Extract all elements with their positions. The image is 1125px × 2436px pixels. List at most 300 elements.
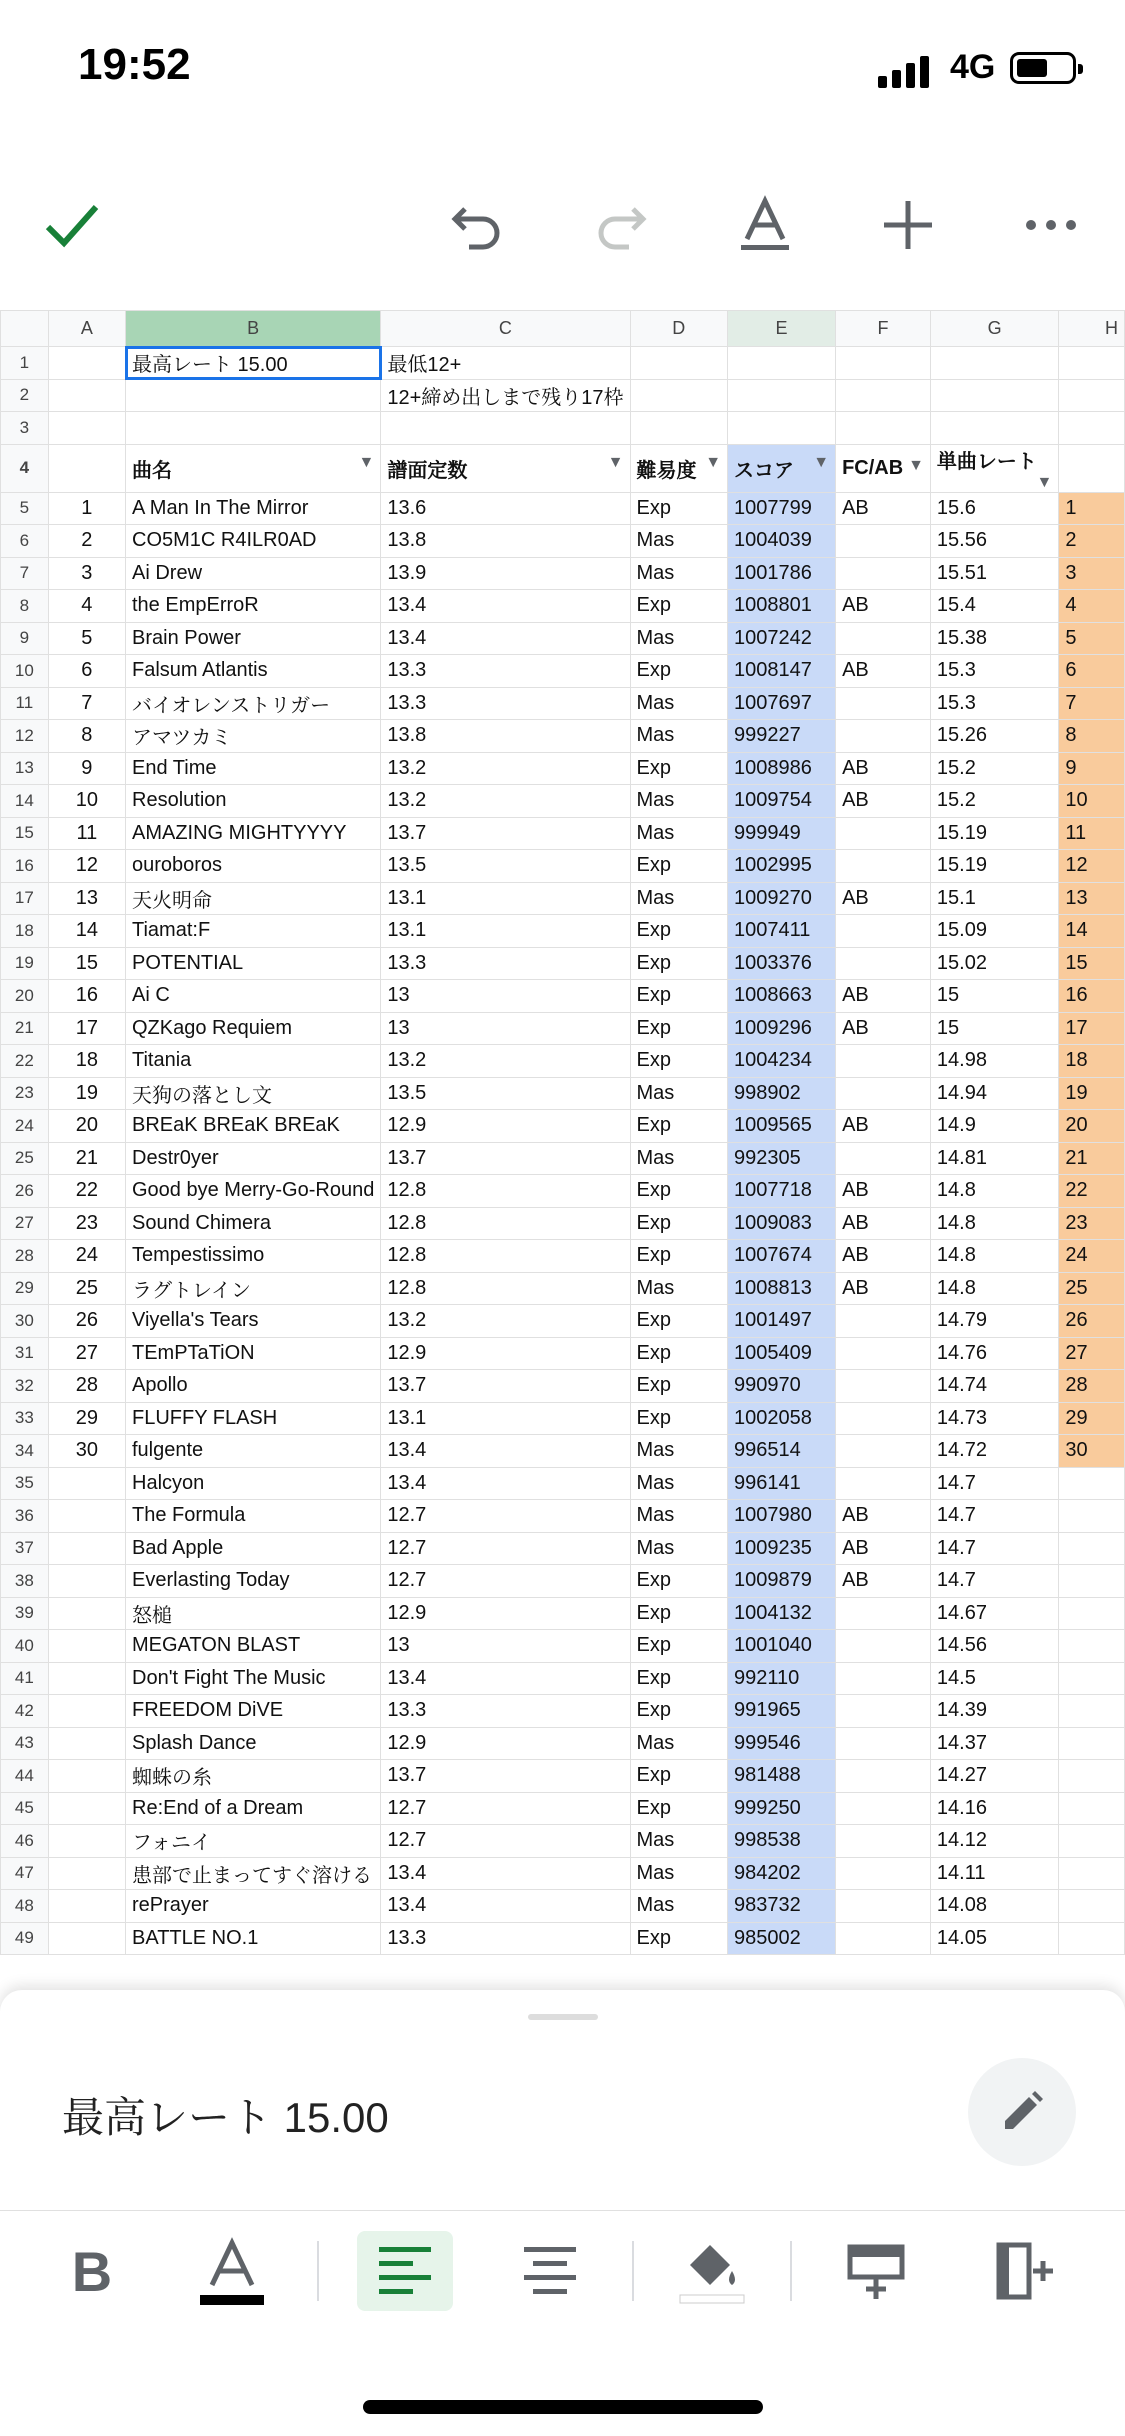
difficulty-cell[interactable]: Exp xyxy=(630,1565,728,1598)
chart-constant-cell[interactable]: 13.3 xyxy=(381,1922,630,1955)
difficulty-cell[interactable]: Exp xyxy=(630,752,728,785)
rank-cell[interactable]: 12 xyxy=(48,850,125,883)
single-rate-cell[interactable]: 14.37 xyxy=(930,1727,1058,1760)
chart-constant-cell[interactable]: 13.7 xyxy=(381,1370,630,1403)
chart-constant-cell[interactable]: 13.8 xyxy=(381,720,630,753)
fcab-cell[interactable] xyxy=(836,817,931,850)
fcab-cell[interactable] xyxy=(836,1597,931,1630)
chart-constant-cell[interactable]: 13.4 xyxy=(381,590,630,623)
fcab-cell[interactable]: AB xyxy=(836,980,931,1013)
row-header[interactable]: 45 xyxy=(1,1792,49,1825)
difficulty-cell[interactable]: Exp xyxy=(630,1175,728,1208)
difficulty-cell[interactable]: Mas xyxy=(630,1890,728,1923)
row-header[interactable]: 17 xyxy=(1,882,49,915)
single-rate-cell[interactable]: 15.02 xyxy=(930,947,1058,980)
rank-h-cell[interactable]: 22 xyxy=(1059,1175,1125,1208)
row-header[interactable]: 36 xyxy=(1,1500,49,1533)
rank-cell[interactable]: 2 xyxy=(48,525,125,558)
rank-cell[interactable]: 13 xyxy=(48,882,125,915)
chart-constant-cell[interactable]: 13.5 xyxy=(381,1077,630,1110)
chart-constant-cell[interactable]: 13.7 xyxy=(381,1142,630,1175)
difficulty-cell[interactable]: Exp xyxy=(630,1695,728,1728)
rank-h-cell[interactable] xyxy=(1059,1760,1125,1793)
rank-h-cell[interactable] xyxy=(1059,1500,1125,1533)
row-header[interactable]: 6 xyxy=(1,525,49,558)
column-header-d[interactable]: D xyxy=(630,311,728,347)
difficulty-cell[interactable]: Mas xyxy=(630,1857,728,1890)
fcab-cell[interactable]: AB xyxy=(836,882,931,915)
difficulty-cell[interactable]: Mas xyxy=(630,882,728,915)
rank-h-cell[interactable]: 16 xyxy=(1059,980,1125,1013)
chart-constant-cell[interactable]: 13.3 xyxy=(381,687,630,720)
rank-cell[interactable] xyxy=(48,1922,125,1955)
song-name-cell[interactable]: Brain Power xyxy=(126,622,381,655)
score-cell[interactable]: 985002 xyxy=(728,1922,836,1955)
cell[interactable] xyxy=(48,412,125,445)
fcab-cell[interactable] xyxy=(836,1077,931,1110)
row-header[interactable]: 8 xyxy=(1,590,49,623)
rank-h-cell[interactable]: 3 xyxy=(1059,557,1125,590)
score-cell[interactable]: 992305 xyxy=(728,1142,836,1175)
row-header[interactable]: 42 xyxy=(1,1695,49,1728)
rank-h-cell[interactable]: 21 xyxy=(1059,1142,1125,1175)
rank-cell[interactable]: 17 xyxy=(48,1012,125,1045)
cell[interactable] xyxy=(630,412,728,445)
score-cell[interactable]: 1008986 xyxy=(728,752,836,785)
single-rate-cell[interactable]: 14.16 xyxy=(930,1792,1058,1825)
rank-cell[interactable] xyxy=(48,1565,125,1598)
fcab-cell[interactable] xyxy=(836,1045,931,1078)
row-header[interactable]: 22 xyxy=(1,1045,49,1078)
filter-icon[interactable]: ▼ xyxy=(1036,473,1053,491)
row-header[interactable]: 9 xyxy=(1,622,49,655)
rank-cell[interactable] xyxy=(48,1467,125,1500)
rank-cell[interactable] xyxy=(48,1792,125,1825)
score-cell[interactable]: 1008663 xyxy=(728,980,836,1013)
cell[interactable] xyxy=(381,412,630,445)
score-cell[interactable]: 1009235 xyxy=(728,1532,836,1565)
chart-constant-cell[interactable]: 13.6 xyxy=(381,492,630,525)
chart-constant-cell[interactable]: 12.9 xyxy=(381,1597,630,1630)
score-cell[interactable]: 1001040 xyxy=(728,1630,836,1663)
song-name-cell[interactable]: Resolution xyxy=(126,785,381,818)
row-header[interactable]: 20 xyxy=(1,980,49,1013)
single-rate-cell[interactable]: 14.7 xyxy=(930,1532,1058,1565)
chart-constant-cell[interactable]: 12.7 xyxy=(381,1565,630,1598)
difficulty-cell[interactable]: Mas xyxy=(630,1727,728,1760)
song-name-cell[interactable]: Tempestissimo xyxy=(126,1240,381,1273)
row-header[interactable]: 2 xyxy=(1,379,49,412)
single-rate-cell[interactable]: 14.08 xyxy=(930,1890,1058,1923)
chart-constant-cell[interactable]: 12.9 xyxy=(381,1337,630,1370)
rank-h-cell[interactable] xyxy=(1059,1890,1125,1923)
single-rate-cell[interactable]: 14.79 xyxy=(930,1305,1058,1338)
score-cell[interactable]: 1001497 xyxy=(728,1305,836,1338)
song-name-cell[interactable]: アマツカミ xyxy=(126,720,381,753)
cell[interactable] xyxy=(48,347,125,380)
rank-cell[interactable]: 25 xyxy=(48,1272,125,1305)
single-rate-cell[interactable]: 14.74 xyxy=(930,1370,1058,1403)
rank-h-cell[interactable]: 11 xyxy=(1059,817,1125,850)
rank-cell[interactable]: 4 xyxy=(48,590,125,623)
cell-c2[interactable]: 12+締め出しまで残り17枠 xyxy=(381,379,630,412)
rank-cell[interactable]: 9 xyxy=(48,752,125,785)
cell[interactable] xyxy=(930,347,1058,380)
rank-cell[interactable]: 27 xyxy=(48,1337,125,1370)
difficulty-cell[interactable]: Mas xyxy=(630,525,728,558)
home-indicator[interactable] xyxy=(363,2400,763,2414)
chart-constant-cell[interactable]: 13.7 xyxy=(381,1760,630,1793)
difficulty-cell[interactable]: Mas xyxy=(630,1500,728,1533)
insert-row-icon[interactable] xyxy=(836,2211,916,2331)
rank-cell[interactable]: 5 xyxy=(48,622,125,655)
difficulty-cell[interactable]: Exp xyxy=(630,1012,728,1045)
score-cell[interactable]: 1007718 xyxy=(728,1175,836,1208)
score-cell[interactable]: 1009270 xyxy=(728,882,836,915)
rank-h-cell[interactable]: 30 xyxy=(1059,1435,1125,1468)
header-song-name[interactable] xyxy=(126,444,381,492)
difficulty-cell[interactable]: Mas xyxy=(630,1435,728,1468)
row-header[interactable]: 11 xyxy=(1,687,49,720)
chart-constant-cell[interactable]: 12.7 xyxy=(381,1500,630,1533)
single-rate-cell[interactable]: 14.76 xyxy=(930,1337,1058,1370)
score-cell[interactable]: 999949 xyxy=(728,817,836,850)
column-header-a[interactable]: A xyxy=(48,311,125,347)
rank-h-cell[interactable]: 28 xyxy=(1059,1370,1125,1403)
undo-icon[interactable] xyxy=(437,175,517,275)
fcab-cell[interactable] xyxy=(836,1890,931,1923)
song-name-cell[interactable]: AMAZING MIGHTYYYY xyxy=(126,817,381,850)
chart-constant-cell[interactable]: 13.4 xyxy=(381,1890,630,1923)
difficulty-cell[interactable]: Exp xyxy=(630,1110,728,1143)
rank-cell[interactable] xyxy=(48,1760,125,1793)
rank-h-cell[interactable] xyxy=(1059,1467,1125,1500)
difficulty-cell[interactable]: Mas xyxy=(630,1077,728,1110)
row-header[interactable]: 1 xyxy=(1,347,49,380)
chart-constant-cell[interactable]: 12.7 xyxy=(381,1532,630,1565)
cell[interactable] xyxy=(48,379,125,412)
row-header[interactable]: 37 xyxy=(1,1532,49,1565)
score-cell[interactable]: 983732 xyxy=(728,1890,836,1923)
rank-h-cell[interactable]: 18 xyxy=(1059,1045,1125,1078)
row-header[interactable]: 15 xyxy=(1,817,49,850)
fcab-cell[interactable] xyxy=(836,947,931,980)
column-header-g[interactable]: G xyxy=(930,311,1058,347)
cell[interactable] xyxy=(728,347,836,380)
rank-cell[interactable] xyxy=(48,1825,125,1858)
single-rate-cell[interactable]: 14.67 xyxy=(930,1597,1058,1630)
single-rate-cell[interactable]: 15.19 xyxy=(930,850,1058,883)
score-cell[interactable]: 1008801 xyxy=(728,590,836,623)
row-header[interactable]: 38 xyxy=(1,1565,49,1598)
single-rate-cell[interactable]: 15.19 xyxy=(930,817,1058,850)
song-name-cell[interactable]: BREaK BREaK BREaK xyxy=(126,1110,381,1143)
fcab-cell[interactable] xyxy=(836,1337,931,1370)
row-header[interactable]: 41 xyxy=(1,1662,49,1695)
row-header[interactable]: 47 xyxy=(1,1857,49,1890)
song-name-cell[interactable]: POTENTIAL xyxy=(126,947,381,980)
single-rate-cell[interactable]: 15.38 xyxy=(930,622,1058,655)
difficulty-cell[interactable]: Exp xyxy=(630,1630,728,1663)
single-rate-cell[interactable]: 15.6 xyxy=(930,492,1058,525)
song-name-cell[interactable]: Apollo xyxy=(126,1370,381,1403)
rank-h-cell[interactable]: 29 xyxy=(1059,1402,1125,1435)
fcab-cell[interactable] xyxy=(836,1305,931,1338)
rank-cell[interactable] xyxy=(48,1662,125,1695)
single-rate-cell[interactable]: 15.26 xyxy=(930,720,1058,753)
rank-cell[interactable]: 8 xyxy=(48,720,125,753)
rank-h-cell[interactable]: 17 xyxy=(1059,1012,1125,1045)
difficulty-cell[interactable]: Exp xyxy=(630,1760,728,1793)
filter-icon[interactable]: ▼ xyxy=(705,453,722,471)
cell[interactable] xyxy=(836,347,931,380)
score-cell[interactable]: 981488 xyxy=(728,1760,836,1793)
fcab-cell[interactable]: AB xyxy=(836,785,931,818)
row-header[interactable]: 19 xyxy=(1,947,49,980)
row-header[interactable]: 26 xyxy=(1,1175,49,1208)
fcab-cell[interactable] xyxy=(836,1467,931,1500)
chart-constant-cell[interactable]: 13.2 xyxy=(381,1305,630,1338)
difficulty-cell[interactable]: Exp xyxy=(630,947,728,980)
song-name-cell[interactable]: CO5M1C R4ILR0AD xyxy=(126,525,381,558)
score-cell[interactable]: 1007799 xyxy=(728,492,836,525)
score-cell[interactable]: 1001786 xyxy=(728,557,836,590)
row-header[interactable]: 16 xyxy=(1,850,49,883)
difficulty-cell[interactable]: Mas xyxy=(630,785,728,818)
chart-constant-cell[interactable]: 13.4 xyxy=(381,622,630,655)
song-name-cell[interactable]: End Time xyxy=(126,752,381,785)
song-name-cell[interactable]: Halcyon xyxy=(126,1467,381,1500)
chart-constant-cell[interactable]: 13.2 xyxy=(381,785,630,818)
difficulty-cell[interactable]: Exp xyxy=(630,1240,728,1273)
difficulty-cell[interactable]: Exp xyxy=(630,1370,728,1403)
header-chart-constant[interactable] xyxy=(381,444,630,492)
song-name-cell[interactable]: FREEDOM DiVE xyxy=(126,1695,381,1728)
rank-cell[interactable]: 16 xyxy=(48,980,125,1013)
header-fcab[interactable] xyxy=(836,444,931,492)
rank-h-cell[interactable] xyxy=(1059,1597,1125,1630)
row-header[interactable]: 14 xyxy=(1,785,49,818)
row-header[interactable]: 4 xyxy=(1,444,49,492)
difficulty-cell[interactable]: Exp xyxy=(630,1402,728,1435)
fcab-cell[interactable]: AB xyxy=(836,655,931,688)
rank-h-cell[interactable]: 7 xyxy=(1059,687,1125,720)
cell[interactable] xyxy=(728,379,836,412)
difficulty-cell[interactable]: Mas xyxy=(630,622,728,655)
fcab-cell[interactable]: AB xyxy=(836,1110,931,1143)
row-header[interactable]: 39 xyxy=(1,1597,49,1630)
rank-h-cell[interactable]: 5 xyxy=(1059,622,1125,655)
rank-h-cell[interactable] xyxy=(1059,1727,1125,1760)
align-left-icon[interactable] xyxy=(357,2231,453,2311)
score-cell[interactable]: 999250 xyxy=(728,1792,836,1825)
chart-constant-cell[interactable]: 13.9 xyxy=(381,557,630,590)
fcab-cell[interactable] xyxy=(836,1760,931,1793)
fcab-cell[interactable]: AB xyxy=(836,752,931,785)
edit-button[interactable] xyxy=(968,2058,1076,2166)
rank-cell[interactable] xyxy=(48,1630,125,1663)
fcab-cell[interactable] xyxy=(836,850,931,883)
single-rate-cell[interactable]: 15.1 xyxy=(930,882,1058,915)
row-header[interactable]: 35 xyxy=(1,1467,49,1500)
chart-constant-cell[interactable]: 12.7 xyxy=(381,1825,630,1858)
rank-h-cell[interactable] xyxy=(1059,1532,1125,1565)
header-difficulty[interactable] xyxy=(630,444,728,492)
rank-h-cell[interactable] xyxy=(1059,1857,1125,1890)
difficulty-cell[interactable]: Exp xyxy=(630,1792,728,1825)
song-name-cell[interactable]: ouroboros xyxy=(126,850,381,883)
rank-cell[interactable] xyxy=(48,1532,125,1565)
rank-h-cell[interactable]: 26 xyxy=(1059,1305,1125,1338)
chart-constant-cell[interactable]: 12.9 xyxy=(381,1727,630,1760)
rank-cell[interactable]: 23 xyxy=(48,1207,125,1240)
single-rate-cell[interactable]: 14.94 xyxy=(930,1077,1058,1110)
single-rate-cell[interactable]: 14.7 xyxy=(930,1565,1058,1598)
row-header[interactable]: 48 xyxy=(1,1890,49,1923)
bold-icon[interactable]: B xyxy=(71,2239,113,2303)
cell[interactable] xyxy=(1059,412,1125,445)
cell[interactable] xyxy=(126,379,381,412)
rank-h-cell[interactable]: 8 xyxy=(1059,720,1125,753)
fcab-cell[interactable]: AB xyxy=(836,492,931,525)
song-name-cell[interactable]: rePrayer xyxy=(126,1890,381,1923)
difficulty-cell[interactable]: Mas xyxy=(630,1825,728,1858)
single-rate-cell[interactable]: 14.8 xyxy=(930,1272,1058,1305)
column-header-c[interactable]: C xyxy=(381,311,630,347)
column-header-e[interactable]: E xyxy=(728,311,836,347)
score-cell[interactable]: 999546 xyxy=(728,1727,836,1760)
rank-cell[interactable]: 1 xyxy=(48,492,125,525)
fcab-cell[interactable] xyxy=(836,1727,931,1760)
header-single-rate[interactable] xyxy=(930,444,1058,492)
difficulty-cell[interactable]: Exp xyxy=(630,1207,728,1240)
difficulty-cell[interactable]: Exp xyxy=(630,1597,728,1630)
rank-cell[interactable]: 24 xyxy=(48,1240,125,1273)
score-cell[interactable]: 1004039 xyxy=(728,525,836,558)
rank-cell[interactable]: 7 xyxy=(48,687,125,720)
single-rate-cell[interactable]: 14.8 xyxy=(930,1175,1058,1208)
rank-h-cell[interactable]: 4 xyxy=(1059,590,1125,623)
fcab-cell[interactable] xyxy=(836,1662,931,1695)
rank-h-cell[interactable]: 6 xyxy=(1059,655,1125,688)
filter-icon[interactable]: ▼ xyxy=(908,456,924,474)
chart-constant-cell[interactable]: 13.2 xyxy=(381,1045,630,1078)
row-header[interactable]: 30 xyxy=(1,1305,49,1338)
column-header-f[interactable]: F xyxy=(836,311,931,347)
chart-constant-cell[interactable]: 13.1 xyxy=(381,1402,630,1435)
fcab-cell[interactable] xyxy=(836,1402,931,1435)
song-name-cell[interactable]: A Man In The Mirror xyxy=(126,492,381,525)
song-name-cell[interactable]: Ai C xyxy=(126,980,381,1013)
song-name-cell[interactable]: フォニイ xyxy=(126,1825,381,1858)
difficulty-cell[interactable]: Exp xyxy=(630,1662,728,1695)
score-cell[interactable]: 1002058 xyxy=(728,1402,836,1435)
rank-cell[interactable] xyxy=(48,1890,125,1923)
rank-cell[interactable]: 28 xyxy=(48,1370,125,1403)
align-center-icon[interactable] xyxy=(510,2211,590,2331)
chart-constant-cell[interactable]: 12.8 xyxy=(381,1240,630,1273)
song-name-cell[interactable]: 天火明命 xyxy=(126,882,381,915)
chart-constant-cell[interactable]: 13.4 xyxy=(381,1662,630,1695)
row-header[interactable]: 13 xyxy=(1,752,49,785)
single-rate-cell[interactable]: 14.05 xyxy=(930,1922,1058,1955)
single-rate-cell[interactable]: 14.8 xyxy=(930,1207,1058,1240)
chart-constant-cell[interactable]: 13.3 xyxy=(381,655,630,688)
add-icon[interactable] xyxy=(868,175,948,275)
fcab-cell[interactable] xyxy=(836,1630,931,1663)
fcab-cell[interactable] xyxy=(836,1370,931,1403)
row-header[interactable]: 24 xyxy=(1,1110,49,1143)
rank-cell[interactable] xyxy=(48,1695,125,1728)
fcab-cell[interactable] xyxy=(836,1922,931,1955)
chart-constant-cell[interactable]: 13.1 xyxy=(381,882,630,915)
rank-h-cell[interactable] xyxy=(1059,1662,1125,1695)
cell-b1[interactable]: 最高レート 15.00 xyxy=(126,347,381,380)
filter-icon[interactable]: ▼ xyxy=(813,453,830,471)
filter-icon[interactable]: ▼ xyxy=(358,453,375,471)
song-name-cell[interactable]: Tiamat:F xyxy=(126,915,381,948)
song-name-cell[interactable]: BATTLE NO.1 xyxy=(126,1922,381,1955)
song-name-cell[interactable]: Everlasting Today xyxy=(126,1565,381,1598)
rank-h-cell[interactable] xyxy=(1059,1825,1125,1858)
chart-constant-cell[interactable]: 12.7 xyxy=(381,1792,630,1825)
row-header[interactable]: 5 xyxy=(1,492,49,525)
single-rate-cell[interactable]: 14.73 xyxy=(930,1402,1058,1435)
single-rate-cell[interactable]: 14.39 xyxy=(930,1695,1058,1728)
score-cell[interactable]: 1004132 xyxy=(728,1597,836,1630)
rank-h-cell[interactable]: 1 xyxy=(1059,492,1125,525)
song-name-cell[interactable]: Bad Apple xyxy=(126,1532,381,1565)
cell[interactable] xyxy=(126,412,381,445)
song-name-cell[interactable]: QZKago Requiem xyxy=(126,1012,381,1045)
check-icon[interactable] xyxy=(32,175,112,275)
rank-cell[interactable] xyxy=(48,1857,125,1890)
fill-color-icon[interactable] xyxy=(672,2211,752,2331)
rank-h-cell[interactable]: 15 xyxy=(1059,947,1125,980)
difficulty-cell[interactable]: Exp xyxy=(630,492,728,525)
row-header[interactable]: 40 xyxy=(1,1630,49,1663)
single-rate-cell[interactable]: 15.56 xyxy=(930,525,1058,558)
chart-constant-cell[interactable]: 12.8 xyxy=(381,1272,630,1305)
row-header[interactable]: 27 xyxy=(1,1207,49,1240)
song-name-cell[interactable]: Destr0yer xyxy=(126,1142,381,1175)
score-cell[interactable]: 984202 xyxy=(728,1857,836,1890)
score-cell[interactable]: 1008813 xyxy=(728,1272,836,1305)
chart-constant-cell[interactable]: 12.9 xyxy=(381,1110,630,1143)
single-rate-cell[interactable]: 14.27 xyxy=(930,1760,1058,1793)
song-name-cell[interactable]: 蜘蛛の糸 xyxy=(126,1760,381,1793)
rank-h-cell[interactable]: 14 xyxy=(1059,915,1125,948)
cell[interactable] xyxy=(630,379,728,412)
rank-h-cell[interactable] xyxy=(1059,1922,1125,1955)
fcab-cell[interactable]: AB xyxy=(836,1272,931,1305)
difficulty-cell[interactable]: Exp xyxy=(630,1337,728,1370)
rank-cell[interactable]: 14 xyxy=(48,915,125,948)
difficulty-cell[interactable]: Mas xyxy=(630,557,728,590)
rank-h-cell[interactable] xyxy=(1059,1630,1125,1663)
chart-constant-cell[interactable]: 13.4 xyxy=(381,1857,630,1890)
rank-cell[interactable]: 10 xyxy=(48,785,125,818)
rank-h-cell[interactable]: 12 xyxy=(1059,850,1125,883)
single-rate-cell[interactable]: 14.9 xyxy=(930,1110,1058,1143)
difficulty-cell[interactable]: Exp xyxy=(630,590,728,623)
single-rate-cell[interactable]: 15.3 xyxy=(930,687,1058,720)
score-cell[interactable]: 996514 xyxy=(728,1435,836,1468)
difficulty-cell[interactable]: Mas xyxy=(630,817,728,850)
cell[interactable] xyxy=(1059,444,1125,492)
score-cell[interactable]: 1009754 xyxy=(728,785,836,818)
score-cell[interactable]: 992110 xyxy=(728,1662,836,1695)
